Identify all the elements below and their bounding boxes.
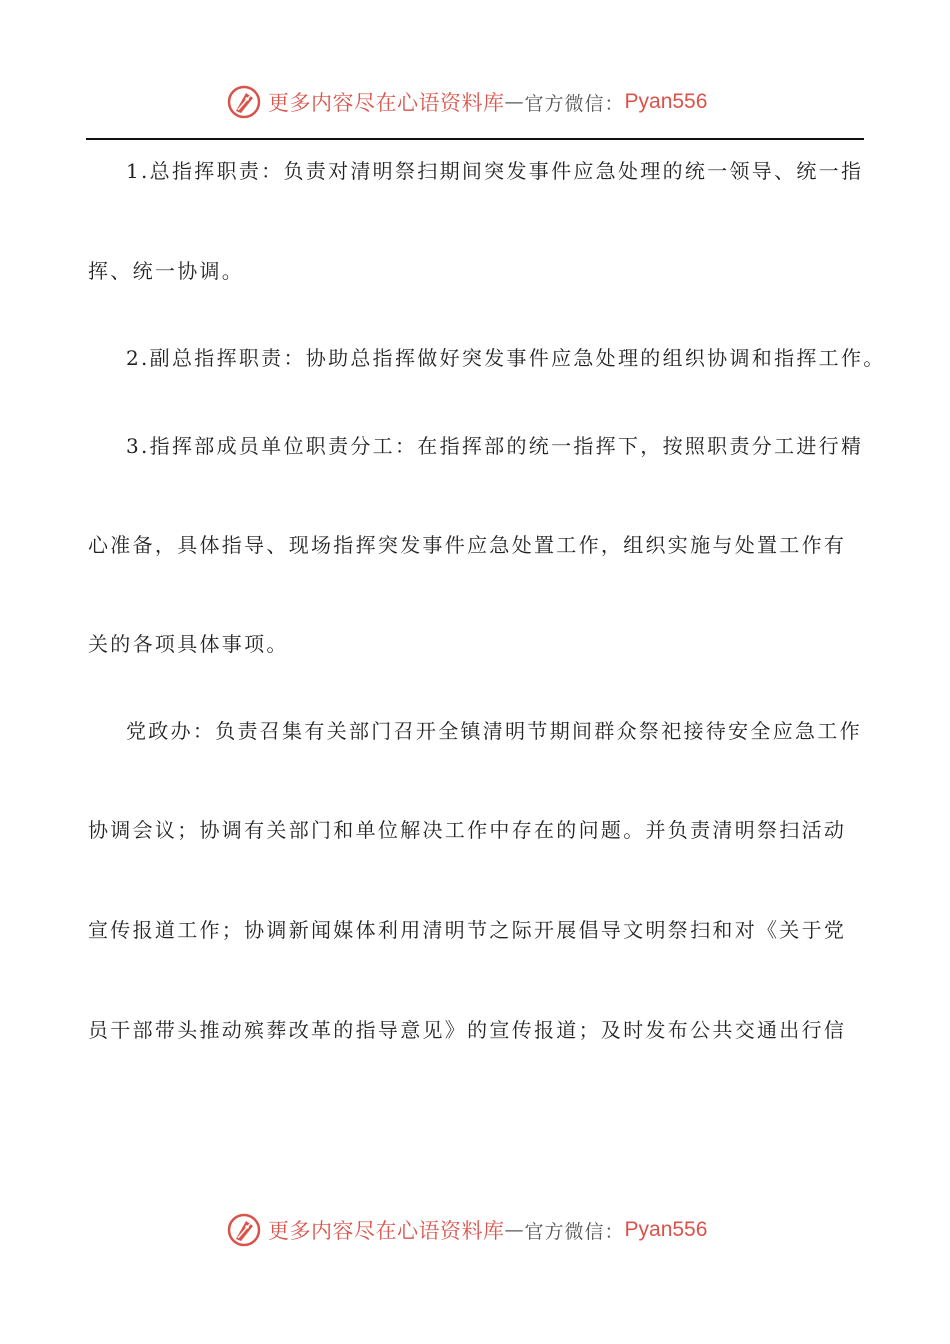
pen-nib-icon [226, 1212, 262, 1248]
body-line-9: 宣传报道工作；协调新闻媒体利用清明节之际开展倡导文明祭扫和对《关于党 [88, 918, 847, 942]
footer-wechat-label: 官方微信： [524, 1220, 625, 1243]
header-dash: — [504, 91, 525, 113]
body-line-1: 1.总指挥职责：负责对清明祭扫期间突发事件应急处理的统一领导、统一指 [126, 159, 864, 183]
footer-wechat-id: Pyan556 [624, 1218, 708, 1241]
body-line-6: 关的各项具体事项。 [88, 632, 289, 656]
body-line-5: 心准备，具体指导、现场指挥突发事件应急处置工作，组织实施与处置工作有 [88, 533, 847, 557]
pen-nib-icon [226, 84, 262, 120]
body-line-4: 3.指挥部成员单位职责分工：在指挥部的统一指挥下，按照职责分工进行精 [126, 434, 864, 458]
body-line-10: 员干部带头推动殡葬改革的指导意见》的宣传报道；及时发布公共交通出行信 [88, 1018, 847, 1042]
body-line-2: 挥、统一协调。 [88, 259, 245, 283]
body-line-3: 2.副总指挥职责：协助总指挥做好突发事件应急处理的组织协调和指挥工作。 [126, 346, 886, 370]
header-divider [86, 138, 864, 140]
header-wechat-id: Pyan556 [624, 90, 708, 113]
header-wechat-label: 官方微信： [524, 92, 625, 115]
body-line-7: 党政办：负责召集有关部门召开全镇清明节期间群众祭祀接待安全应急工作 [126, 719, 862, 743]
footer-title: 更多内容尽在心语资料库 [268, 1219, 505, 1243]
footer-dash: — [504, 1219, 525, 1241]
header-banner [0, 82, 950, 122]
body-line-8: 协调会议；协调有关部门和单位解决工作中存在的问题。并负责清明祭扫活动 [88, 818, 847, 842]
header-title: 更多内容尽在心语资料库 [268, 91, 505, 115]
footer-banner [0, 1210, 950, 1250]
